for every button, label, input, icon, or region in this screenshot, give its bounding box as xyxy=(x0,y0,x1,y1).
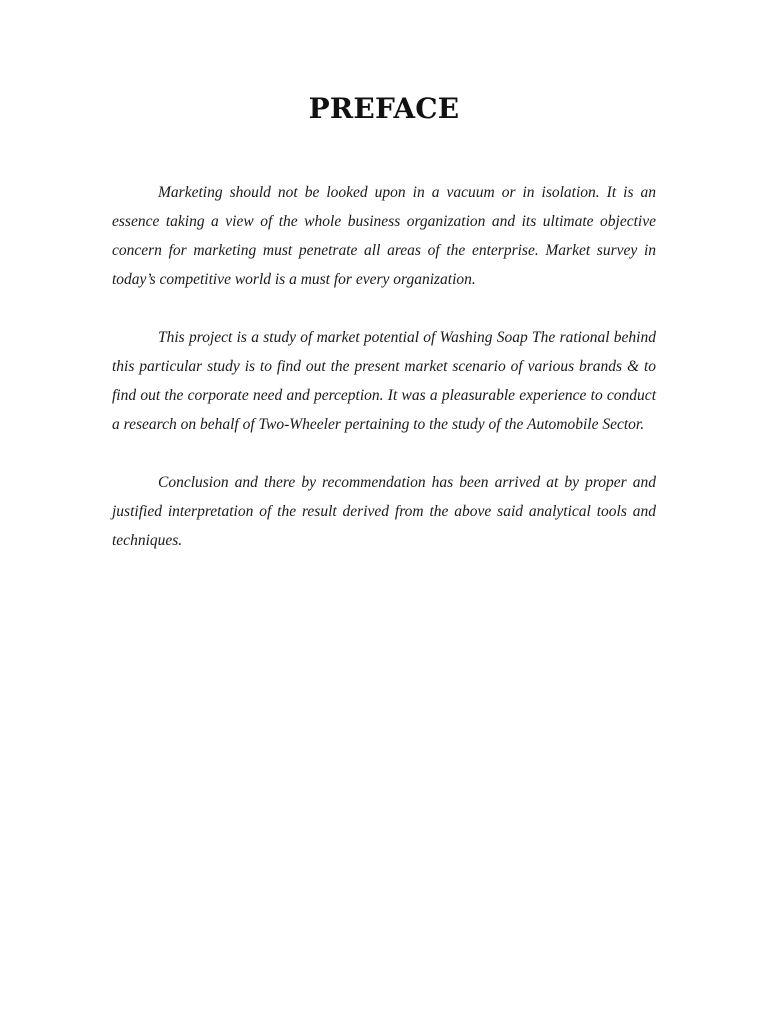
paragraph-1: Marketing should not be looked upon in a vacuum or in isolation. It is an essence taking a view of the whole business organization and its ultimate objective concern for marketing must penetrate all areas of the enterprise. Market survey in today’s competitive world is a must for every organization. xyxy=(112,184,656,288)
page-title: PREFACE xyxy=(308,92,460,125)
paragraph-2: This project is a study of market potential of Washing Soap The rational behind this particular study is to find out the present market scenario of various brands & to find out the corporate need and perception. It was a pleasurable experience to conduct a research on behalf of Two-Wheeler pertaining to the study of the Automobile Sector. xyxy=(112,329,656,433)
document-body xyxy=(112,178,656,584)
paragraph-3: Conclusion and there by recommendation has been arrived at by proper and justified interpretation of the result derived from the above said analytical tools and techniques. xyxy=(112,474,656,549)
